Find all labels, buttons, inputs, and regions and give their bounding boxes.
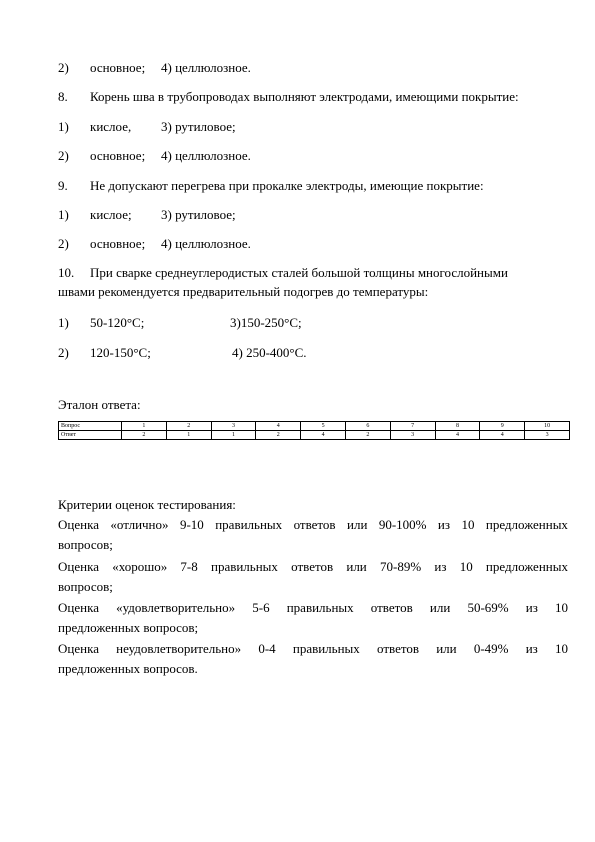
option-b: 3) рутиловое;	[161, 119, 236, 134]
answer-key-questions-row	[59, 422, 570, 431]
question-cell: 10	[525, 422, 570, 431]
word: 90-100%	[378, 517, 427, 532]
answer-key-table	[58, 421, 570, 440]
word: «хорошо»	[112, 559, 168, 574]
word: неудовлетворительно»	[116, 641, 242, 656]
word: 9-10	[179, 517, 204, 532]
word: ответов	[291, 559, 334, 574]
question-cell: 2	[166, 422, 211, 431]
option-a: 120-150°С;	[90, 345, 151, 360]
word: правильных	[210, 559, 278, 574]
question-cell: 6	[345, 422, 390, 431]
word: «удовлетворительно»	[116, 600, 236, 615]
question-text: Не допускают перегрева при прокалке электроды, имеющие покрытие:	[90, 178, 484, 193]
question-cell: 9	[480, 422, 525, 431]
word: 10	[459, 559, 473, 574]
answer-cell: 4	[435, 431, 480, 440]
option-number: 2)	[58, 148, 69, 163]
answer-key-answers-row	[59, 431, 570, 440]
answer-cell: 2	[345, 431, 390, 440]
word: 70-89%	[379, 559, 422, 574]
word: или	[436, 641, 457, 656]
option-number: 2)	[58, 345, 69, 360]
option-a: основное;	[90, 60, 146, 75]
question-number: 9.	[58, 178, 68, 193]
answer-cell: 4	[301, 431, 346, 440]
answer-cell: 3	[525, 431, 570, 440]
answer-cell: 1	[166, 431, 211, 440]
word: или	[347, 517, 368, 532]
question-cell: 5	[301, 422, 346, 431]
criteria-title: Критерии оценок тестирования:	[58, 497, 236, 512]
word: 0-49%	[473, 641, 509, 656]
option-a: кислое,	[90, 119, 132, 134]
word: правильных	[215, 517, 283, 532]
question-text: Корень шва в трубопроводах выполняют электродами, имеющими покрытие:	[90, 89, 519, 104]
row-header: Ответ	[59, 431, 122, 440]
word: «отлично»	[110, 517, 169, 532]
word: правильных	[292, 641, 360, 656]
word: 50-69%	[467, 600, 509, 615]
word: 10	[554, 600, 568, 615]
word: из	[525, 641, 538, 656]
question-cell: 7	[390, 422, 435, 431]
question-10-cont	[58, 284, 428, 300]
criteria-item-satisfactory	[58, 598, 568, 638]
question-number: 10.	[58, 265, 75, 280]
word: 10	[554, 641, 568, 656]
criteria-line-2: предложенных вопросов.	[58, 661, 198, 676]
option-number: 1)	[58, 207, 69, 222]
word: ответов	[293, 517, 336, 532]
word: 7-8	[180, 559, 198, 574]
word: Оценка	[58, 517, 99, 532]
answer-cell: 2	[256, 431, 301, 440]
criteria-line-1	[58, 557, 568, 577]
criteria-item-excellent	[58, 515, 568, 555]
answer-cell: 2	[122, 431, 167, 440]
option-a: основное;	[90, 148, 146, 163]
option-number: 2)	[58, 236, 69, 251]
answer-cell: 1	[211, 431, 256, 440]
option-a: 50-120°С;	[90, 315, 145, 330]
option-b: 4) целлюлозное.	[161, 236, 251, 251]
criteria-item-good	[58, 557, 568, 597]
answer-cell: 3	[390, 431, 435, 440]
word: 0-4	[258, 641, 276, 656]
word: или	[346, 559, 367, 574]
question-number: 8.	[58, 89, 68, 104]
option-b: 3) рутиловое;	[161, 207, 236, 222]
answer-cell: 4	[480, 431, 525, 440]
option-a: основное;	[90, 236, 146, 251]
option-b: 4) целлюлозное.	[161, 60, 251, 75]
option-a: кислое;	[90, 207, 132, 222]
question-text-line-1: При сварке среднеуглеродистых сталей большой толщины многослойными	[90, 265, 508, 280]
option-b: 3)150-250°С;	[230, 315, 302, 330]
word: правильных	[286, 600, 354, 615]
criteria-line-1	[58, 598, 568, 618]
question-cell: 3	[211, 422, 256, 431]
answer-key-title: Эталон ответа:	[58, 397, 141, 412]
criteria-line-1	[58, 515, 568, 535]
criteria-line-2: вопросов;	[58, 579, 113, 594]
criteria-item-unsatisfactory	[58, 639, 568, 679]
word: ответов	[370, 600, 413, 615]
option-number: 2)	[58, 60, 69, 75]
option-b: 4) 250-400°С.	[232, 345, 307, 360]
word: 10	[461, 517, 475, 532]
word: из	[434, 559, 447, 574]
word: ответов	[377, 641, 419, 656]
question-cell: 1	[122, 422, 167, 431]
criteria-line-2: предложенных вопросов;	[58, 620, 199, 635]
word: Оценка	[58, 559, 99, 574]
question-cell: 4	[256, 422, 301, 431]
word: Оценка	[58, 641, 99, 656]
criteria-line-1	[58, 639, 568, 659]
question-cell: 8	[435, 422, 480, 431]
word: предложенных	[485, 559, 568, 574]
word: Оценка	[58, 600, 99, 615]
word: 5-6	[252, 600, 270, 615]
question-text-line-2: швами рекомендуется предварительный подогрев до температуры:	[58, 284, 429, 299]
word: предложенных	[485, 517, 568, 532]
word: из	[437, 517, 451, 532]
option-number: 1)	[58, 315, 69, 330]
word: или	[429, 600, 451, 615]
row-header: Вопрос	[59, 422, 122, 431]
option-b: 4) целлюлозное.	[161, 148, 251, 163]
criteria-line-2: вопросов;	[58, 537, 113, 552]
option-number: 1)	[58, 119, 69, 134]
word: из	[525, 600, 538, 615]
